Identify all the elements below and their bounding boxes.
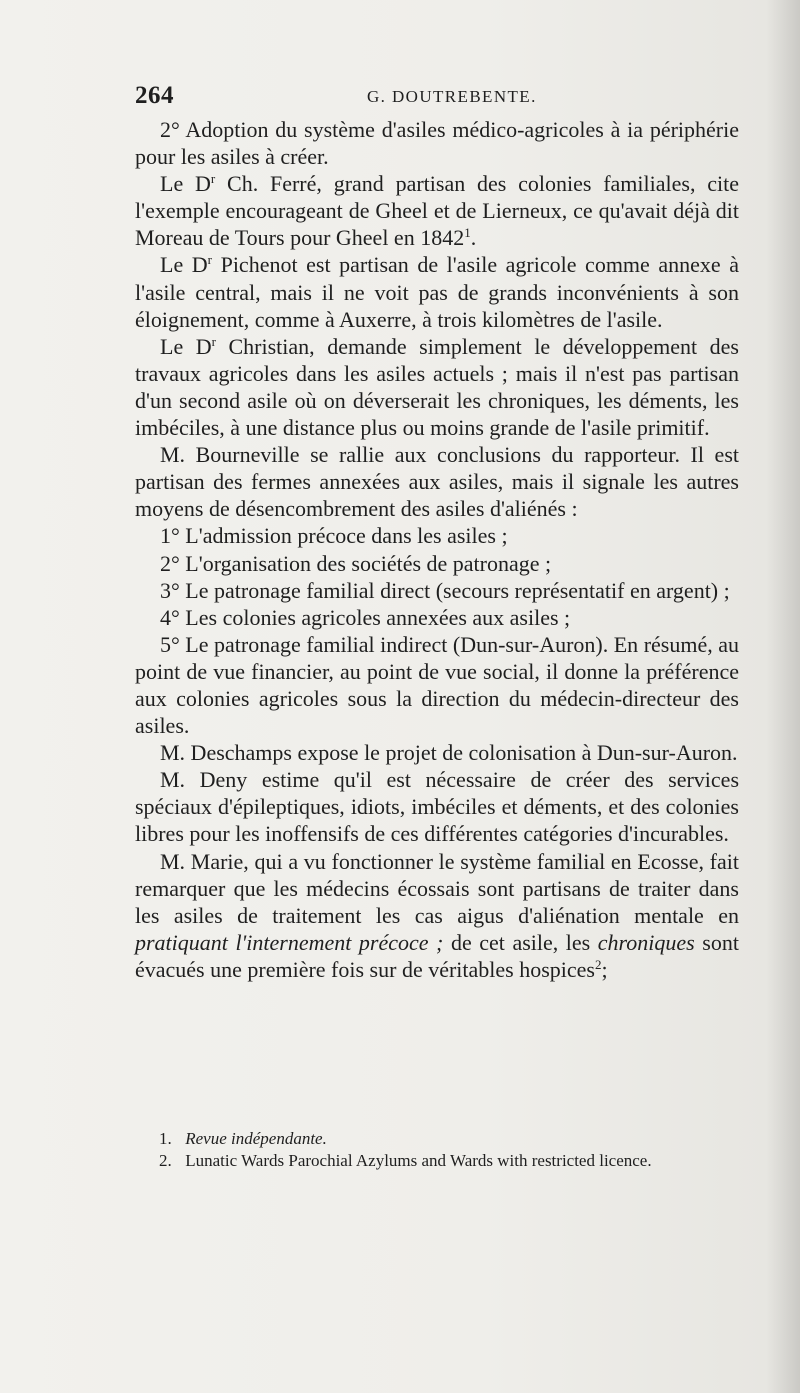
- paragraph: [135, 766, 739, 847]
- running-head: G. DOUTREBENTE.: [367, 87, 537, 106]
- superscript: r: [211, 333, 216, 349]
- list-item: [135, 631, 739, 739]
- paragraph: [135, 251, 739, 332]
- paragraph: [135, 333, 739, 441]
- superscript: r: [207, 252, 213, 268]
- page-gutter-shadow: [766, 0, 800, 1393]
- list-item: [135, 577, 739, 604]
- paragraph-text: Pichenot est partisan de l'asile agricole comme annexe à l'asile central, mais il ne voit pas de grands inconvénients à son éloignement, comme à Auxerre, à trois kilomètres de l'asile.: [135, 252, 740, 332]
- paragraph-text: Le D: [160, 171, 211, 197]
- paragraph-text: sont évacués une première fois sur de véritables hospices: [135, 929, 739, 982]
- body-text: [135, 116, 739, 983]
- footnote-number: 1.: [159, 1129, 172, 1148]
- paragraph: [135, 170, 739, 251]
- footnote-number: 2.: [159, 1151, 172, 1170]
- list-item: [135, 550, 739, 577]
- italic-text: pratiquant l'internement précoce ;: [135, 929, 444, 955]
- paragraph-text: 3° Le patronage familial direct (secours représentatif en argent) ;: [160, 577, 730, 603]
- paragraph-text: Christian, demande simplement le développement des travaux agricoles dans les asiles actuels ; mais il n'est pas partisan d'un second asile où on déverserait les chroniques, les déments, les imbéciles, à une distance plus ou moins grande de l'asile primitif.: [135, 333, 739, 441]
- list-item: [135, 604, 739, 631]
- footnote-text: Lunatic Wards Parochial Azylums and Wards with restricted licence.: [185, 1151, 652, 1170]
- paragraph-text: Le D: [160, 252, 208, 278]
- paragraph-text: Le D: [160, 333, 212, 359]
- paragraph-text: de cet asile, les: [443, 929, 598, 955]
- paragraph-text: Ch. Ferré, grand partisan des colonies familiales, cite l'exemple encourageant de Gheel et de Lierneux, ce qu'avait déjà dit Moreau de Tours pour Gheel en 1842: [135, 171, 740, 251]
- footnote-ref: 2: [595, 956, 602, 972]
- paragraph-text: 4° Les colonies agricoles annexées aux asiles ;: [160, 604, 571, 630]
- paragraph-text: 2° L'organisation des sociétés de patronage ;: [160, 550, 552, 576]
- paragraph-text: 1° L'admission précoce dans les asiles ;: [160, 523, 508, 549]
- paragraph-text: M. Bourneville se rallie aux conclusions du rapporteur. Il est partisan des fermes annexées aux asiles, mais il signale les autres moyens de désencombrement des asiles d'aliénés :: [135, 442, 739, 522]
- page-header: [135, 82, 739, 112]
- footnote-text: Revue indépendante.: [185, 1129, 327, 1148]
- paragraph: [135, 441, 739, 522]
- paragraph-text: M. Deny estime qu'il est nécessaire de créer des services spéciaux d'épileptiques, idiots, imbéciles et déments, et des colonies libres pour les inoffensifs de ces différentes catégories d'incurables.: [135, 767, 739, 847]
- italic-text: chroniques: [597, 929, 695, 955]
- paragraph-text: ;: [601, 956, 608, 982]
- superscript: r: [210, 171, 216, 187]
- footnote: [135, 1128, 755, 1150]
- paragraph: [135, 848, 739, 983]
- paragraph-text: 2° Adoption du système d'asiles médico-agricoles à ia périphérie pour les asiles à créer.: [135, 117, 739, 170]
- paragraph-text: M. Deschamps expose le projet de colonisation à Dun-sur-Auron.: [160, 740, 738, 766]
- page-number: 264: [135, 82, 174, 109]
- paragraph: [135, 739, 739, 766]
- list-item: [135, 522, 739, 549]
- footnote: [135, 1150, 755, 1172]
- footnote-ref: 1: [464, 225, 471, 241]
- paragraph-text: 5° Le patronage familial indirect (Dun-sur-Auron). En résumé, au point de vue financier, au point de vue social, il donne la préférence aux colonies agricoles sous la direction du médecin-directeur des asiles.: [135, 631, 739, 739]
- paragraph-text: M. Marie, qui a vu fonctionner le système familial en Ecosse, fait remarquer que les médecins écossais sont partisans de traiter dans les asiles de traitement les cas aigus d'aliénation mentale en: [135, 848, 739, 928]
- footnotes: [135, 1128, 755, 1172]
- paragraph-text: .: [470, 225, 477, 251]
- paragraph: [135, 116, 739, 170]
